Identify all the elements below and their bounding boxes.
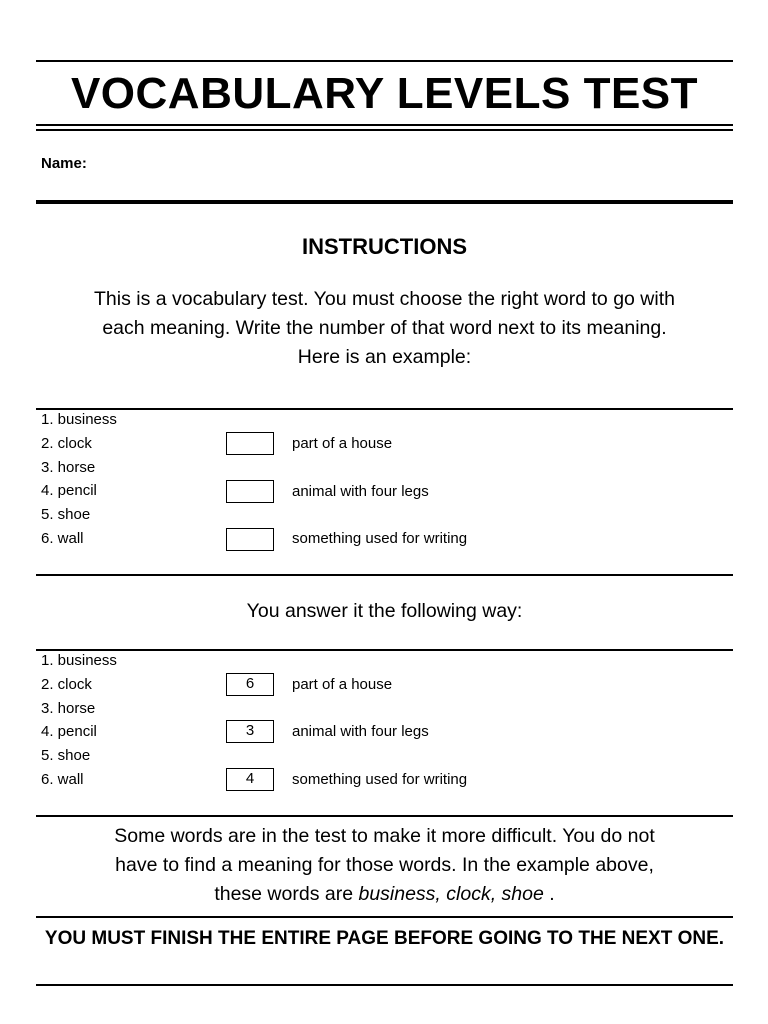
answer-box-filled[interactable]: 4 [226, 768, 274, 791]
title-double-rule-top [36, 124, 733, 126]
word-option: 2. clock [41, 675, 92, 693]
meaning-text: animal with four legs [292, 723, 429, 740]
title-double-rule-bottom [36, 129, 733, 131]
meaning-text: part of a house [292, 435, 393, 452]
example-bottom-rule [36, 574, 733, 576]
example-top-rule [36, 408, 733, 410]
name-label: Name: [41, 155, 87, 172]
top-rule [36, 60, 733, 62]
final-bottom-rule [36, 984, 733, 986]
word-option: 1. business [41, 411, 117, 428]
word-option: 5. shoe [41, 747, 91, 765]
word-option: 3. horse [41, 699, 96, 717]
meaning-text: part of a house [292, 676, 393, 693]
word-option: 6. wall [41, 770, 84, 788]
answered-word-list [41, 649, 117, 792]
name-rule [36, 200, 733, 204]
word-option: 2. clock [41, 434, 92, 452]
final-top-rule [36, 916, 733, 918]
instructions-line: Here is an example: [297, 346, 472, 368]
example-word-list [41, 408, 117, 551]
answered-bottom-rule [36, 815, 733, 817]
instructions-text [36, 285, 733, 372]
answered-top-rule [36, 649, 733, 651]
note-example-words: business, clock, shoe [358, 883, 544, 905]
meaning-text: something used for writing [292, 771, 468, 788]
meaning-text: something used for writing [292, 530, 468, 547]
word-option: 1. business [41, 652, 117, 669]
note-line-prefix: these words are [214, 883, 359, 905]
word-option: 4. pencil [41, 482, 97, 500]
note-line-suffix: . [543, 883, 555, 905]
word-option: 3. horse [41, 458, 96, 476]
note-line [36, 880, 733, 909]
instructions-line: each meaning. Write the number of that word next to its meaning. [102, 317, 667, 339]
instructions-line: This is a vocabulary test. You must choose the right word to go with [94, 288, 675, 310]
answer-box-filled[interactable]: 6 [226, 673, 274, 696]
note-text [36, 822, 733, 909]
word-option: 4. pencil [41, 723, 97, 741]
instructions-heading: INSTRUCTIONS [302, 234, 467, 259]
answer-box-filled[interactable]: 3 [226, 720, 274, 743]
word-option: 6. wall [41, 529, 84, 547]
answer-box[interactable] [226, 432, 274, 455]
final-note: YOU MUST FINISH THE ENTIRE PAGE BEFORE GOING TO THE NEXT ONE. [44, 928, 725, 949]
answer-intro: You answer it the following way: [246, 600, 523, 622]
answer-box[interactable] [226, 528, 274, 551]
note-line: Some words are in the test to make it more difficult. You do not [114, 825, 655, 847]
answer-box[interactable] [226, 480, 274, 503]
word-option: 5. shoe [41, 506, 91, 524]
note-line: have to find a meaning for those words. In the example above, [115, 854, 654, 876]
page-title: VOCABULARY LEVELS TEST [70, 69, 699, 118]
meaning-text: animal with four legs [292, 483, 429, 500]
